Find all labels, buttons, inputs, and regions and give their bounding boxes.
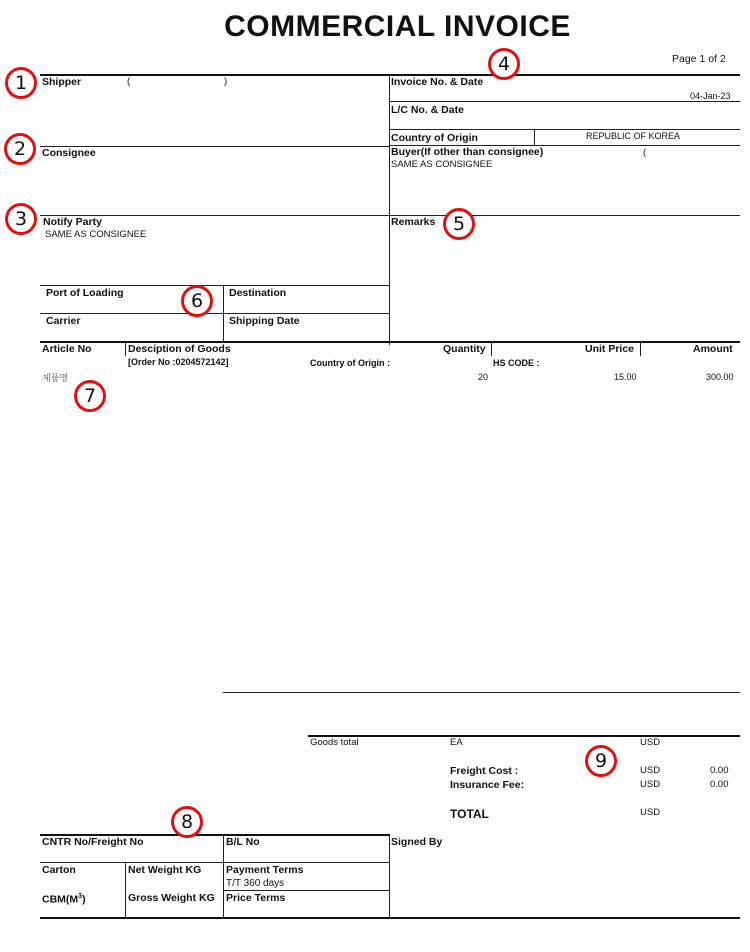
consignee-label: Consignee [42,147,96,159]
header-divider-2 [491,342,492,356]
annotation-marker-2: 2 [4,133,36,165]
footer-row-divider-2 [223,890,390,891]
divider-ports-carrier [40,313,390,314]
notify-party-value: SAME AS CONSIGNEE [45,229,147,240]
goods-origin-label: Country of Origin : [310,358,390,368]
net-weight-label: Net Weight KG [128,864,202,876]
quantity-header: Quantity [443,343,486,355]
hs-code-label: HS CODE : [493,358,540,368]
header-divider-1 [125,342,126,356]
cntr-label: CNTR No/Freight No [42,836,144,848]
invoice-date: 04-Jan-23 [690,91,731,101]
goods-total-label: Goods total [310,737,359,748]
footer-row-divider-1 [40,862,390,863]
footer-center-divider [389,835,390,918]
cbm-label: $CBM(M^3)$ [42,893,86,906]
total-label: TOTAL [450,807,489,821]
buyer-value: SAME AS CONSIGNEE [391,159,493,170]
top-border [40,74,740,76]
totals-top-border [308,735,740,737]
divider-notify-ports [40,285,390,286]
article-no-header: Article No [42,343,92,355]
annotation-marker-3: 3 [5,203,37,235]
bl-label: B/L No [226,836,260,848]
page-indicator: Page 1 of 2 [672,53,726,65]
footer-bottom-border [40,917,740,919]
annotation-marker-9: 9 [585,745,617,777]
payment-terms-value: T/T 360 days [226,878,285,889]
signed-by-label: Signed By [391,836,443,848]
port-of-loading-label: Port of Loading [46,287,124,299]
shipper-label: Shipper [42,76,82,88]
notify-party-label: Notify Party [43,216,102,228]
description-header: Desciption of Goods [128,343,231,355]
unit-price-value: 15.00 [614,372,637,382]
goods-end-line [223,692,740,693]
total-currency: USD [640,807,661,818]
freight-cost-label: Freight Cost : [450,765,519,777]
shipper-paren-open: ( [127,76,131,87]
annotation-marker-8: 8 [171,806,203,838]
freight-value: 0.00 [710,765,729,776]
destination-label: Destination [229,287,287,299]
divider-buyer-remarks [389,215,740,216]
amount-header: Amount [693,343,733,355]
annotation-marker-4: 4 [488,48,520,80]
center-divider [389,75,390,345]
goods-total-unit: EA [450,737,463,748]
lc-label: L/C No. & Date [391,104,464,116]
annotation-marker-6: 6 [181,285,213,317]
document-title: COMMERCIAL INVOICE [224,10,571,43]
article-no-value: 제품명 [42,373,69,383]
insurance-fee-label: Insurance Fee: [450,779,525,791]
amount-value: 300.00 [706,372,734,382]
divider-invoice-lc [389,101,740,102]
shipping-date-label: Shipping Date [229,315,300,327]
carrier-label: Carrier [46,315,81,327]
gross-weight-label: Gross Weight KG [128,892,215,904]
unit-price-header: Unit Price [585,343,635,355]
annotation-marker-1: 1 [5,67,37,99]
freight-currency: USD [640,765,661,776]
header-divider-3 [640,342,641,356]
order-no: [Order No :0204572142] [128,357,229,367]
buyer-paren: ( [643,147,647,158]
price-terms-label: Price Terms [226,892,286,904]
insurance-currency: USD [640,779,661,790]
country-of-origin-label: Country of Origin [391,132,478,144]
annotation-marker-5: 5 [443,208,475,240]
origin-divider [534,129,535,145]
shipper-paren-close: ) [224,76,228,87]
invoice-label: Invoice No. & Date [391,76,484,88]
payment-terms-label: Payment Terms [226,864,304,876]
quantity-value: 20 [478,372,489,382]
buyer-label: Buyer(If other than consignee) [391,146,544,158]
footer-divider-a [125,862,126,918]
carton-label: Carton [42,864,76,876]
footer-divider-b [223,835,224,918]
remarks-label: Remarks [391,216,436,228]
goods-total-currency: USD [640,737,661,748]
country-of-origin-value: REPUBLIC OF KOREA [586,131,681,141]
annotation-marker-7: 7 [74,380,106,412]
divider-lc-origin [389,129,740,130]
insurance-value: 0.00 [710,779,729,790]
